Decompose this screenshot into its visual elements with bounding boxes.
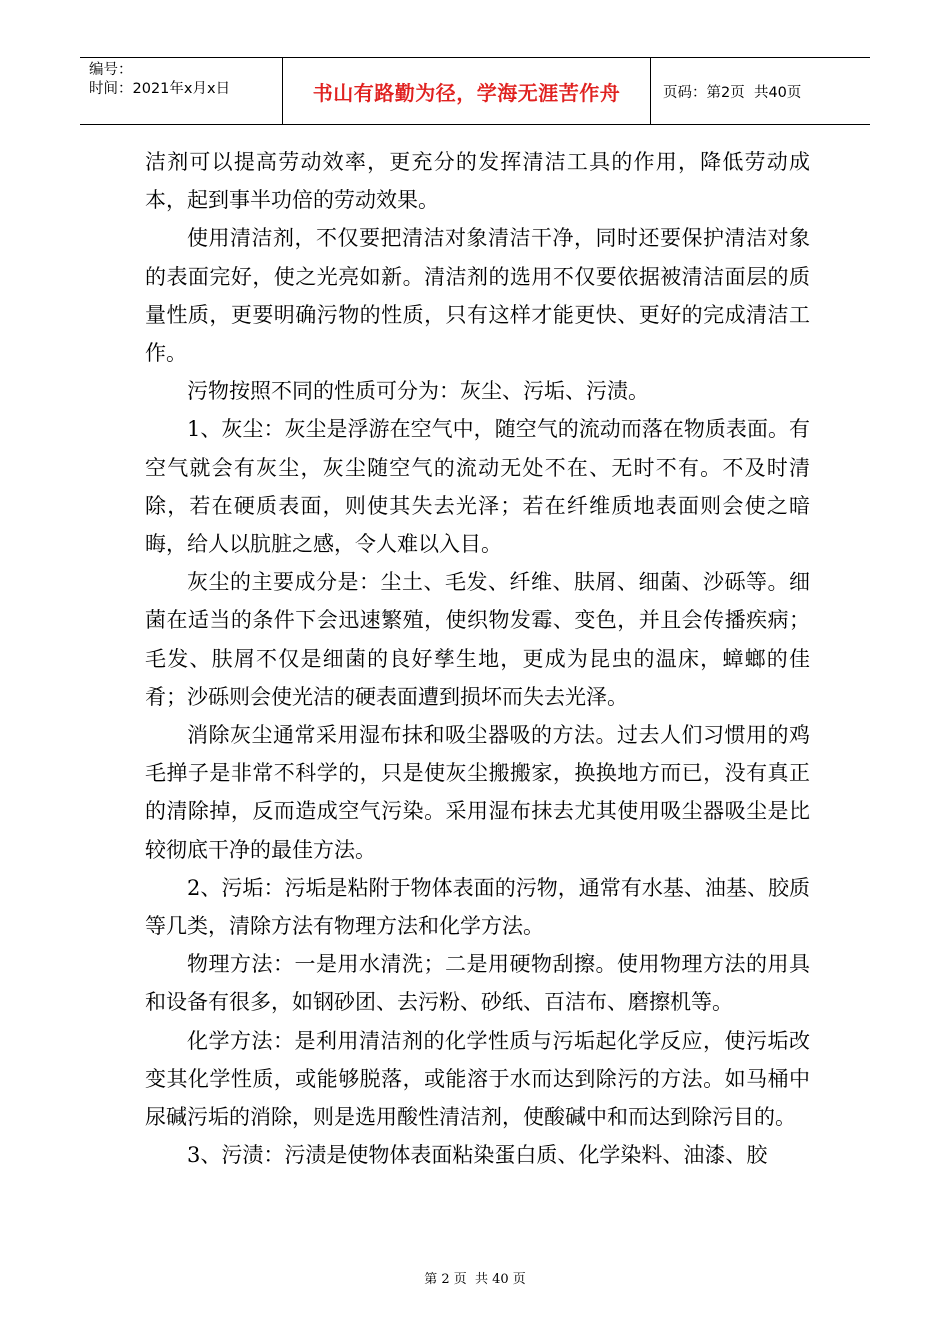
paragraph: 使用清洁剂，不仅要把清洁对象清洁干净，同时还要保护清洁对象的表面完好，使之光亮如新。清洁剂的选用不仅要依据被清洁面层的质量性质，更要明确污物的性质，只有这样才能更快、更好的完成清洁工作。 <box>145 226 810 366</box>
paragraph: 1、灰尘：灰尘是浮游在空气中，随空气的流动而落在物质表面。有空气就会有灰尘，灰尘随空气的流动无处不在、无时不有。不及时清除，若在硬质表面，则使其失去光泽；若在纤维质地表面则会使之暗晦，给人以肮脏之感，令人难以入目。 <box>145 417 810 557</box>
paragraph: 消除灰尘通常采用湿布抹和吸尘器吸的方法。过去人们习惯用的鸡毛掸子是非常不科学的，只是使灰尘搬搬家，换换地方而已，没有真正的清除掉，反而造成空气污染。采用湿布抹去尤其使用吸尘器吸尘是比较彻底干净的最佳方法。 <box>145 723 810 862</box>
header-meta <box>80 58 283 124</box>
paragraph: 洁剂可以提高劳动效率，更充分的发挥清洁工具的作用，降低劳动成本，起到事半功倍的劳动效果。 <box>145 150 810 213</box>
page-footer: 第 2 页 共 40 页 <box>424 1272 526 1287</box>
header-motto: 书山有路勤为径，学海无涯苦作舟 <box>283 58 651 124</box>
document-body <box>145 143 810 1174</box>
paragraph: 2、污垢：污垢是粘附于物体表面的污物，通常有水基、油基、胶质等几类，清除方法有物理方法和化学方法。 <box>145 875 810 939</box>
date-label: 时间：2021年x月x日 <box>89 81 231 97</box>
header-page-info: 页码：第2页 共40页 <box>663 84 802 101</box>
paragraph: 3、污渍：污渍是使物体表面粘染蛋白质、化学染料、油漆、胶 <box>187 1143 768 1168</box>
paragraph: 物理方法：一是用水清洗；二是用硬物刮擦。使用物理方法的用具和设备有很多，如钢砂团、去污粉、砂纸、百洁布、磨擦机等。 <box>145 952 810 1015</box>
page-header <box>80 57 870 125</box>
paragraph: 灰尘的主要成分是：尘土、毛发、纤维、肤屑、细菌、沙砾等。细菌在适当的条件下会迅速繁殖，使织物发霉、变色，并且会传播疾病；毛发、肤屑不仅是细菌的良好孳生地，更成为昆虫的温床，蟑螂的佳肴；沙砾则会使光洁的硬表面遭到损坏而失去光泽。 <box>145 570 810 709</box>
paragraph: 化学方法：是利用清洁剂的化学性质与污垢起化学反应，使污垢改变其化学性质，或能够脱落，或能溶于水而达到除污的方法。如马桶中尿碱污垢的消除，则是选用酸性清洁剂，使酸碱中和而达到除污目的。 <box>145 1028 810 1130</box>
paragraph: 污物按照不同的性质可分为：灰尘、污垢、污渍。 <box>187 379 649 404</box>
doc-number-label: 编号： <box>89 62 133 78</box>
